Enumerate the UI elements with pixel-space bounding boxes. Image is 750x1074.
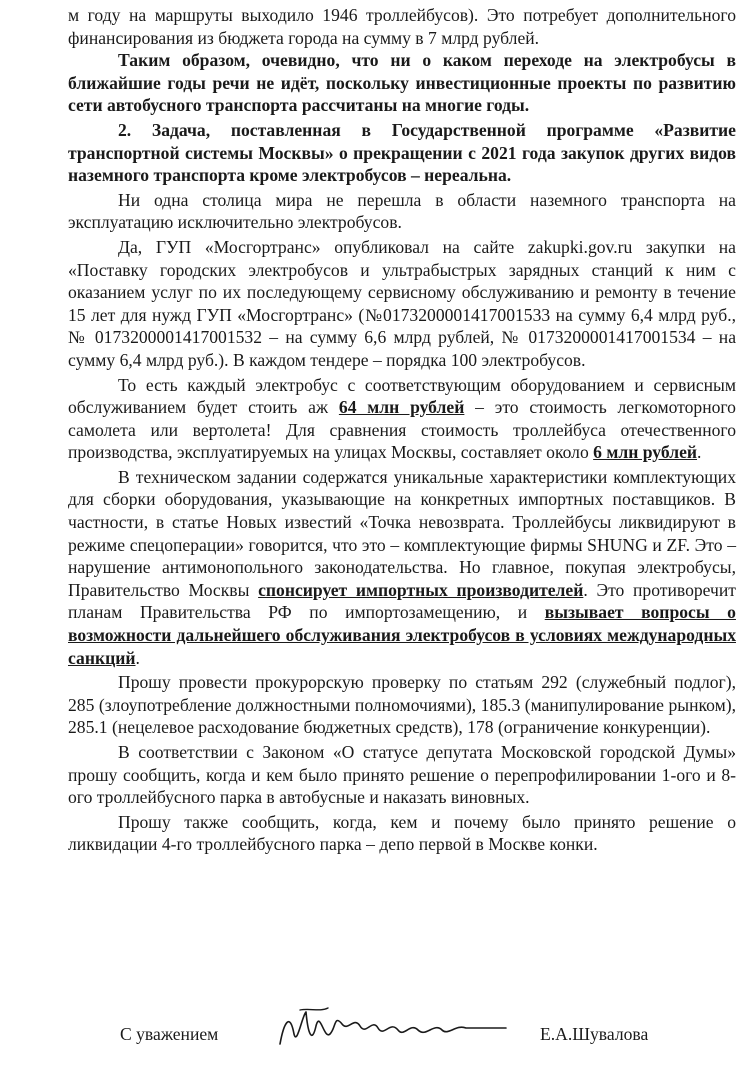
p7-text-c: . Это противоречит планам Правительства РФ по импортозамещению, и (68, 579, 736, 623)
p6-text-c: – это стоимость легкомоторного самолета или вертолета! Для сравнения стоимость троллейбуса отечественного производства, эксплуатируемых на улицах Москвы, составляет около (68, 397, 736, 463)
p7-text-a: В техническом задании содержатся уникальные характеристики комплектующих для сборки оборудования, указывающие на конкретных импортных поставщиков. В частности, в статье Новых известий «Точка невозврата. Троллейбусы ликвидируют в режиме спецоперации» говорится, что это – комплектующие фирмы SHUNG и ZF. Это – нарушение антимонопольного законодательства. Но главное, покупая электробусы, Правительство Москвы (68, 466, 736, 600)
paragraph-10: Прошу также сообщить, когда, кем и почему было принято решение о ликвидации 4-го троллейбусного парка – депо первой в Москве конки. (68, 811, 736, 855)
handwritten-signature (270, 1004, 510, 1054)
p7-emphasis-sponsors: спонсирует импортных производителей (258, 579, 584, 600)
paragraph-7 (68, 466, 736, 669)
p7-text-e: . (135, 647, 140, 668)
paragraph-4: Ни одна столица мира не перешла в области наземного транспорта на эксплуатацию исключительно электробусов. (68, 189, 736, 233)
p6-price-electrobus: 64 млн рублей (338, 397, 465, 418)
p6-text-a: То есть каждый электробус с соответствующим оборудованием и сервисным обслуживанием будет стоить аж (68, 374, 736, 418)
paragraph-5: Да, ГУП «Мосгортранс» опубликовал на сайте zakupki.gov.ru закупки на «Поставку городских электробусов и ультрабыстрых зарядных станций к ним с оказанием услуг по их последующему сервисному обслуживанию и ремонту в течение 15 лет для нужд ГУП «Мосгортранс» (№0173200001417001533 на сумму 6,4 млрд руб., № 0173200001417001532 – на сумму 6,6 млрд рублей, № 0173200001417001534 – на сумму 6,4 млрд руб.). В каждом тендере – порядка 100 электробусов. (68, 236, 736, 370)
paragraph-6 (68, 374, 736, 464)
signature-block (120, 1010, 680, 1060)
p7-emphasis-questions: вызывает вопросы о возможности дальнейшего обслуживания электробусов в условиях международных санкций (68, 602, 736, 668)
paragraph-task-2: 2. Задача, поставленная в Государственной программе «Развитие транспортной системы Москвы» о прекращении с 2021 года закупок других видов наземного транспорта кроме электробусов – нереальна. (68, 119, 736, 186)
paragraph-8: Прошу провести прокурорскую проверку по статьям 292 (служебный подлог), 285 (злоупотребление должностными полномочиями), 185.3 (манипулирование рынком), 285.1 (нецелевое расходование бюджетных средств), 178 (ограничение конкуренции). (68, 672, 736, 738)
p6-text-e: . (697, 442, 702, 463)
closing-phrase: С уважением (120, 1024, 219, 1044)
paragraph-1: м году на маршруты выходило 1946 троллейбусов). Это потребует дополнительного финансирования из бюджета города на сумму в 7 млрд рублей. (68, 5, 736, 48)
signatory-name: Е.А.Шувалова (540, 1024, 649, 1044)
paragraph-9: В соответствии с Законом «О статусе депутата Московской городской Думы» прошу сообщить, когда и кем было принято решение о перепрофилировании 1-ого и 8-ого троллейбусного парка в автобусные и наказать виновных. (68, 742, 736, 808)
p6-price-trolleybus: 6 млн рублей (593, 442, 698, 463)
paragraph-conclusion: Таким образом, очевидно, что ни о каком переходе на электробусы в ближайшие годы речи не идёт, поскольку инвестиционные проекты по развитию сети автобусного транспорта рассчитаны на многие годы. (68, 50, 736, 116)
